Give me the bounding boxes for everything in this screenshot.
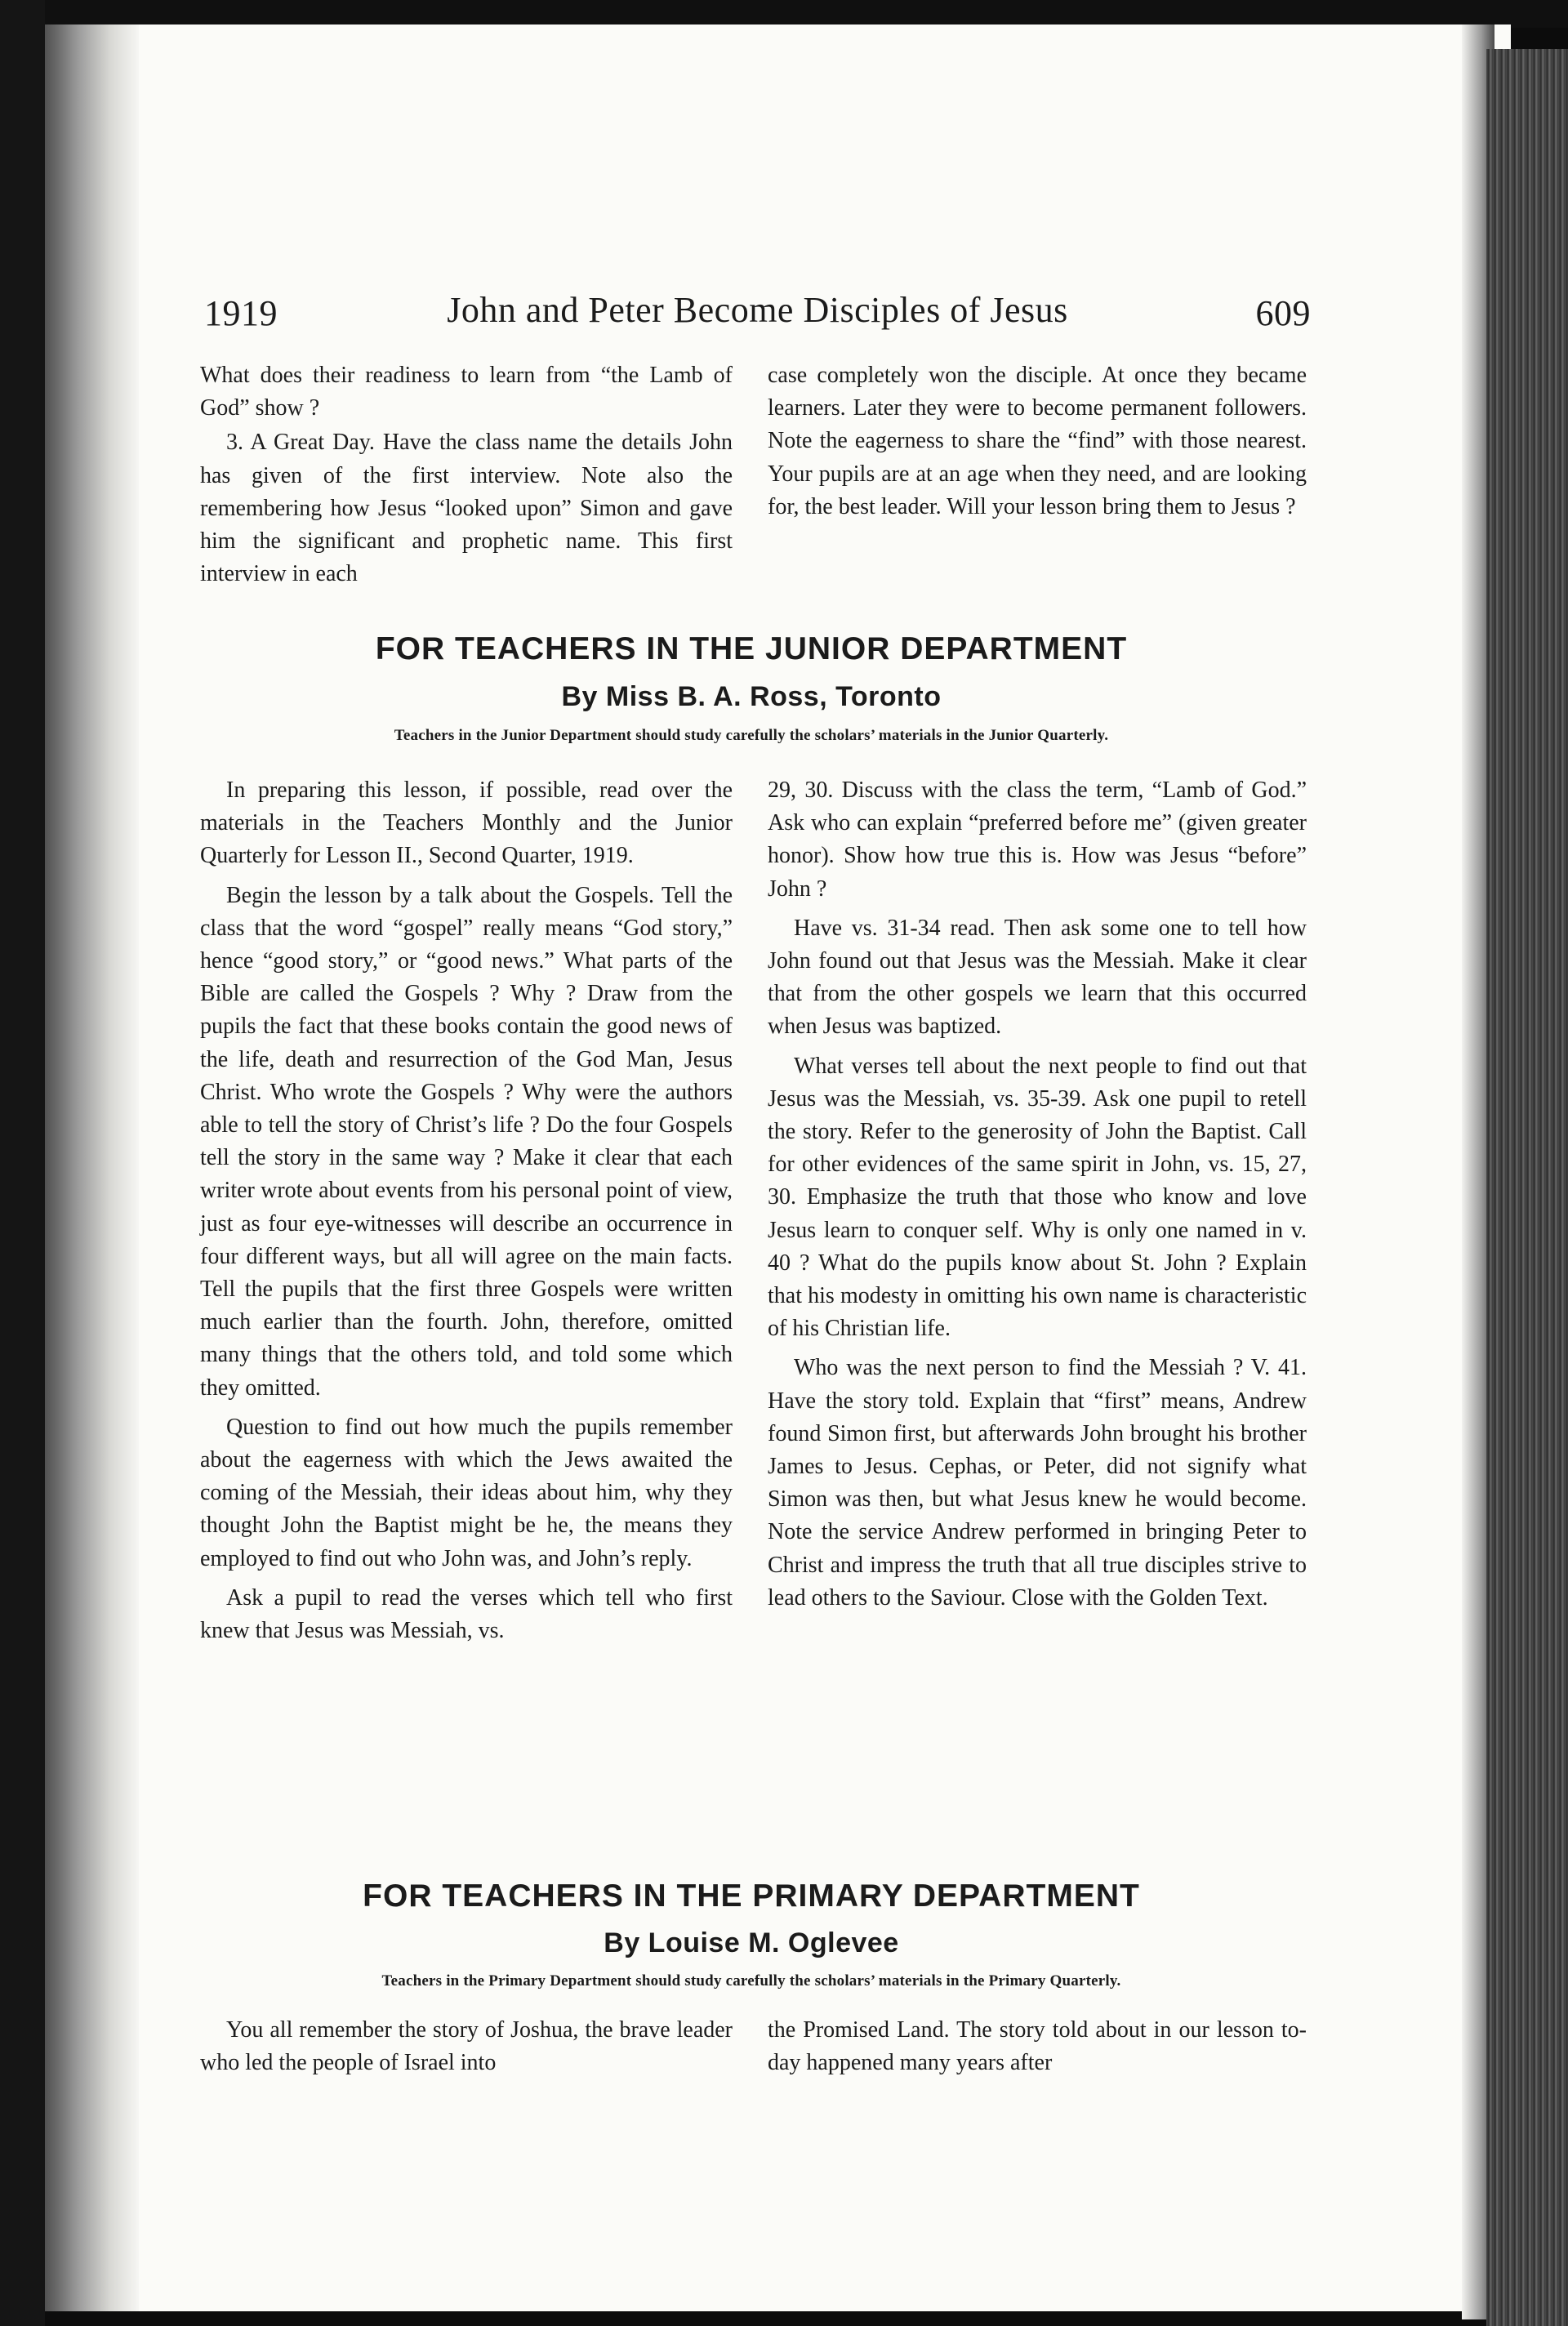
intro-left-column	[200, 359, 733, 597]
paragraph: Have vs. 31-34 read. Then ask some one to tell how John found out that Jesus was the Messiah. Make it clear that from the other gospels we learn that this occurred when Jesus was baptized.	[768, 915, 1307, 1040]
primary-byline: By Louise M. Oglevee	[604, 1927, 899, 1958]
junior-section-heading: FOR TEACHERS IN THE JUNIOR DEPARTMENT	[375, 631, 1128, 666]
paragraph: case completely won the disciple. At once they became learners. Later they were to become permanent followers. Note the eagerness to share the “find” with those nearest. Your pupils are at an age when they need, and are looking for, the best leader. Will your lesson bring them to Jesus ?	[768, 363, 1307, 519]
paragraph: 3. A Great Day. Have the class name the details John has given of the first interview. Note also the remembering how Jesus “looked upon” Simon and gave him the significant and prophetic name. This first interview in each	[200, 430, 733, 587]
running-head-title: John and Peter Become Disciples of Jesus	[447, 290, 1068, 330]
paragraph: Begin the lesson by a talk about the Gospels. Tell the class that the word “gospel” really means “God story,” hence “good story,” or “good news.” What parts of the Bible are called the Gospels ? Why ? Draw from the pupils the fact that these books contain the good news of the life, death and resurrection of the God Man, Jesus Christ. Who wrote the Gospels ? Why were the authors able to tell the story of Christ’s life ? Do the four Gospels tell the story in the same way ? Make it clear that each writer wrote about events from his personal point of view, just as four eye-witnesses will describe an occurrence in four different ways, but all will agree on the main facts. Tell the pupils that the first three Gospels were written much earlier than the fourth. John, therefore, omitted many things that the others told, and told some which they omitted.	[200, 882, 733, 1401]
running-head-year: 1919	[204, 293, 278, 333]
book-fore-edge	[1486, 49, 1568, 2326]
binding-gutter-shadow	[33, 25, 139, 2311]
primary-right-column	[768, 2014, 1307, 2086]
paragraph: Who was the next person to find the Messiah ? V. 41. Have the story told. Explain that “first” means, Andrew found Simon first, but afterwards John brought his brother James to Jesus. Cephas, or Peter, did not signify what Simon was then, but what Jesus knew he would become. Note the service Andrew performed in bringing Peter to Christ and impress the truth that all true disciples strive to lead others to the Saviour. Close with the Golden Text.	[768, 1355, 1307, 1611]
junior-note: Teachers in the Junior Department should study carefully the scholars’ materials in the Junior Quarterly.	[394, 727, 1109, 744]
paragraph: 29, 30. Discuss with the class the term, “Lamb of God.” Ask who can explain “preferred before me” (given greater honor). Show how true this is. How was Jesus “before” John ?	[768, 778, 1307, 902]
intro-right-column	[768, 359, 1307, 530]
primary-section-heading: FOR TEACHERS IN THE PRIMARY DEPARTMENT	[363, 1878, 1140, 1914]
paragraph: What does their readiness to learn from “the Lamb of God” show ?	[200, 363, 733, 421]
primary-note: Teachers in the Primary Department should study carefully the scholars’ materials in the Primary Quarterly.	[381, 1972, 1121, 1990]
running-head	[204, 278, 1311, 343]
paragraph: the Promised Land. The story told about in our lesson to-day happened many years after	[768, 2017, 1307, 2076]
paragraph: Question to find out how much the pupils remember about the eagerness with which the Jews awaited the coming of the Messiah, their ideas about him, why they thought John the Baptist might be he, the means they employed to find out who John was, and John’s reply.	[200, 1414, 733, 1571]
paragraph: Ask a pupil to read the verses which tell who first knew that Jesus was Messiah, vs.	[200, 1584, 733, 1644]
paragraph: What verses tell about the next people to find out that Jesus was the Messiah, vs. 35-39. Ask one pupil to retell the story. Refer to the generosity of John the Baptist. Call for other evidences of the same spirit in John, vs. 15, 27, 30. Emphasize the truth that those who know and love Jesus learn to conquer self. Why is only one named in v. 40 ? What do the pupils know about St. John ? Explain that his modesty in omitting his own name is characteristic of his Christian life.	[768, 1053, 1307, 1342]
paragraph: In preparing this lesson, if possible, read over the materials in the Teachers Monthly and the Junior Quarterly for Lesson II., Second Quarter, 1919.	[200, 778, 733, 869]
scan-left-border	[0, 0, 45, 2326]
junior-byline: By Miss B. A. Ross, Toronto	[561, 681, 942, 712]
page-number: 609	[1255, 293, 1311, 333]
junior-right-column	[768, 774, 1307, 1621]
scan-top-border	[0, 0, 1568, 28]
paragraph: You all remember the story of Joshua, the brave leader who led the people of Israel into	[200, 2017, 733, 2076]
primary-left-column	[200, 2014, 733, 2086]
junior-left-column	[200, 774, 733, 1654]
